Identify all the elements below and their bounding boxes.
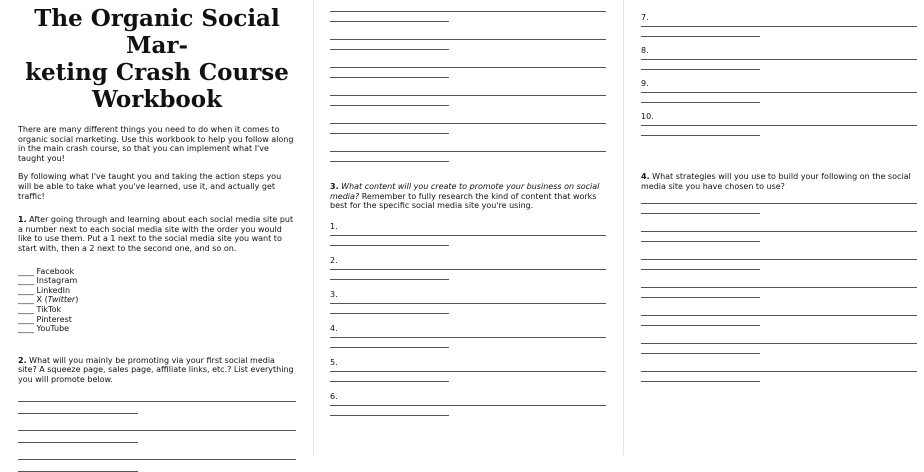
- question-title: What content will you create to promote your business on social media?: [330, 182, 600, 201]
- question-text: What strategies will you use to build your following on the social media site you have chosen to use?: [641, 172, 911, 191]
- question-2: [18, 356, 296, 385]
- answer-line[interactable]: [641, 269, 760, 270]
- answer-line[interactable]: [641, 125, 917, 126]
- answer-line[interactable]: [641, 371, 917, 372]
- answer-line[interactable]: [330, 49, 449, 50]
- blank: ____: [18, 276, 34, 286]
- title-line: The Organic Social Mar-: [34, 5, 280, 59]
- column-divider: [623, 0, 624, 455]
- list-item: [641, 46, 917, 70]
- blank: ____: [18, 266, 34, 276]
- question-text: What will you mainly be promoting via your first social media site? A squeeze page, sales page, affiliate links, etc.? List everything you will promote below.: [18, 355, 294, 384]
- answer-line[interactable]: [330, 245, 449, 246]
- question-number: 4.: [641, 172, 650, 181]
- answer-lines: [18, 401, 296, 472]
- list-item[interactable]: [18, 315, 296, 325]
- answer-line[interactable]: [641, 69, 760, 70]
- answer-line[interactable]: [641, 59, 917, 60]
- question-number: 2.: [18, 355, 27, 365]
- answer-line[interactable]: [330, 161, 449, 162]
- list-item[interactable]: [18, 295, 296, 305]
- answer-line[interactable]: [641, 315, 917, 316]
- question-text: After going through and learning about each social media site put a number next to each social media site with the order you would like to use them. Put a 1 next to the social media site you want to start with, then a 2 next to the second one, and so on.: [18, 215, 294, 253]
- item-number: 2.: [330, 255, 338, 265]
- blank: ____: [18, 324, 34, 334]
- item-number: 6.: [330, 391, 338, 401]
- answer-line[interactable]: [330, 381, 449, 382]
- list-item: [330, 290, 606, 314]
- answer-line[interactable]: [18, 401, 296, 402]
- answer-line[interactable]: [18, 442, 138, 443]
- blank: ____: [18, 285, 34, 295]
- item-label: Instagram: [36, 276, 78, 286]
- column-left: [18, 0, 296, 455]
- answer-lines: [641, 203, 917, 382]
- list-item[interactable]: [18, 305, 296, 315]
- column-middle: [330, 0, 606, 455]
- item-number: 4.: [330, 323, 338, 333]
- answer-line[interactable]: [330, 269, 606, 270]
- answer-line[interactable]: [330, 67, 606, 68]
- answer-line[interactable]: [330, 405, 606, 406]
- answer-line[interactable]: [330, 151, 606, 152]
- blank: ____: [18, 295, 34, 305]
- item-label-italic: Twitter: [47, 295, 76, 305]
- answer-line[interactable]: [641, 259, 917, 260]
- item-number: 7.: [641, 13, 649, 22]
- list-item: [330, 392, 606, 416]
- page-title: [18, 5, 296, 113]
- list-item: [330, 358, 606, 382]
- question-number: 1.: [18, 215, 27, 225]
- answer-line[interactable]: [641, 231, 917, 232]
- answer-lines: [330, 0, 606, 162]
- list-item: [641, 79, 917, 103]
- answer-line[interactable]: [330, 235, 606, 236]
- answer-line[interactable]: [330, 21, 449, 22]
- answer-line[interactable]: [330, 347, 449, 348]
- intro-paragraph: There are many different things you need to do when it comes to organic social marketing. Use this workbook to help you follow along in the main crash course, so that you can implement what I've taught you!: [18, 125, 294, 163]
- title-line: keting Crash Course: [25, 59, 289, 86]
- answer-line[interactable]: [641, 297, 760, 298]
- list-item[interactable]: [18, 276, 296, 286]
- item-number: 10.: [641, 112, 654, 121]
- list-item: [330, 324, 606, 348]
- social-site-checklist: [18, 267, 296, 334]
- answer-line[interactable]: [18, 459, 296, 460]
- list-item[interactable]: [18, 286, 296, 296]
- item-number: 3.: [330, 289, 338, 299]
- item-label: LinkedIn: [36, 285, 71, 295]
- answer-line[interactable]: [330, 371, 606, 372]
- item-number: 1.: [330, 221, 338, 231]
- answer-line[interactable]: [641, 92, 917, 93]
- answer-line[interactable]: [641, 353, 760, 354]
- answer-line[interactable]: [330, 313, 449, 314]
- answer-line[interactable]: [330, 415, 449, 416]
- answer-line[interactable]: [641, 343, 917, 344]
- answer-line[interactable]: [18, 413, 138, 414]
- title-line: Workbook: [91, 86, 223, 113]
- item-label: ): [75, 295, 79, 305]
- answer-line[interactable]: [641, 325, 760, 326]
- answer-line[interactable]: [641, 213, 760, 214]
- numbered-answers: [641, 0, 917, 136]
- answer-line[interactable]: [641, 26, 917, 27]
- question-1: [18, 215, 296, 253]
- answer-line[interactable]: [330, 105, 449, 106]
- answer-line[interactable]: [641, 102, 760, 103]
- answer-line[interactable]: [330, 123, 606, 124]
- answer-line[interactable]: [330, 303, 606, 304]
- answer-line[interactable]: [330, 95, 606, 96]
- answer-line[interactable]: [641, 287, 917, 288]
- question-4: [641, 172, 917, 191]
- answer-line[interactable]: [18, 430, 296, 431]
- answer-line[interactable]: [330, 337, 606, 338]
- blank: ____: [18, 314, 34, 324]
- question-number: 3.: [330, 182, 339, 191]
- answer-line[interactable]: [641, 135, 760, 136]
- numbered-answers: [330, 222, 606, 416]
- list-item: [330, 256, 606, 280]
- answer-line[interactable]: [330, 39, 606, 40]
- answer-line[interactable]: [330, 279, 449, 280]
- list-item[interactable]: [18, 267, 296, 277]
- intro-paragraph: By following what I've taught you and taking the action steps you will be able to take what you've learned, use it, and actually get traffic!: [18, 172, 282, 201]
- list-item: [641, 13, 917, 37]
- item-number: 9.: [641, 79, 649, 88]
- item-number: 5.: [330, 357, 338, 367]
- item-label: TikTok: [36, 304, 62, 314]
- answer-line[interactable]: [641, 241, 760, 242]
- column-right: [641, 0, 917, 455]
- question-3: [330, 182, 606, 211]
- item-label: YouTube: [36, 324, 70, 334]
- item-label: Pinterest: [36, 314, 72, 324]
- answer-line[interactable]: [330, 77, 449, 78]
- list-item[interactable]: [18, 324, 296, 334]
- item-label: X (: [36, 295, 48, 305]
- question-text: Remember to fully research the kind of content that works best for the specific social media site you're using.: [330, 191, 597, 211]
- column-divider: [313, 0, 314, 455]
- blank: ____: [18, 304, 34, 314]
- answer-line[interactable]: [641, 36, 760, 37]
- list-item: [641, 112, 917, 136]
- answer-line[interactable]: [330, 133, 449, 134]
- item-label: Facebook: [36, 266, 75, 276]
- item-number: 8.: [641, 46, 649, 55]
- answer-line[interactable]: [641, 381, 760, 382]
- list-item: [330, 222, 606, 246]
- answer-line[interactable]: [641, 203, 917, 204]
- answer-line[interactable]: [330, 11, 606, 12]
